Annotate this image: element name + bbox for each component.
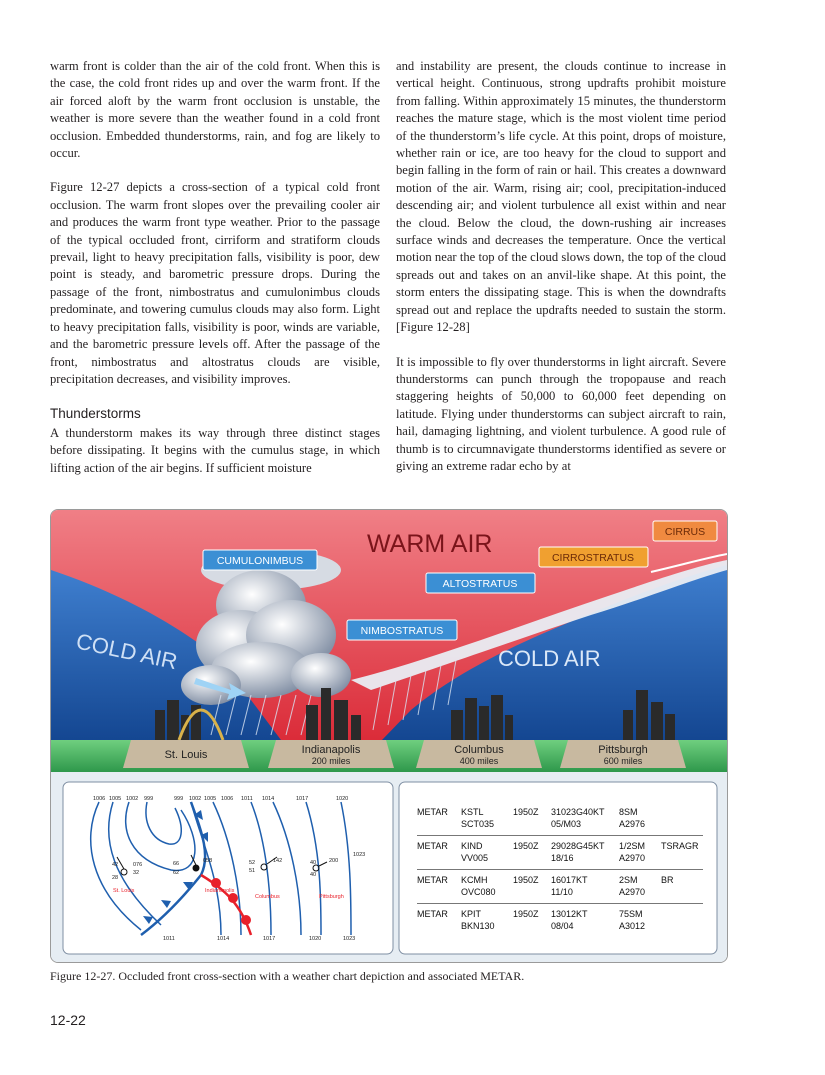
metar-time: 1950Z bbox=[513, 909, 539, 919]
station-value: 076 bbox=[133, 862, 143, 868]
city-name: Pittsburgh bbox=[598, 744, 648, 756]
metar-wind: 16017KT bbox=[551, 875, 588, 885]
paragraph: Figure 12-27 depicts a cross-section of a typical cold front occlusion. The warm front slopes over the prevailing cooler air and produces the warm front type weather. Prior to the passage of the typical occluded front, cirriform and stratiform clouds prevail, light to heavy precipitation falls, visibility is poor, dew point is steady, and barometric pressure drops. During the passage of the front, nimbostratus and cumulonimbus clouds predominate, and towering cumulus clouds may also form. Light to heavy precipitation falls, visibility is poor, winds are variable, and the barometric pressure levels off. After the passage of the front, nimbostratus and altostratus clouds are visible, precipitation decreases, and visibility improves. bbox=[50, 180, 380, 386]
city-name: Indianapolis bbox=[301, 744, 361, 756]
figure-caption: Figure 12-27. Occluded front cross-section with a weather chart depiction and associated METAR. bbox=[50, 969, 525, 983]
station-value: 28 bbox=[112, 875, 119, 881]
metar-alt: A3012 bbox=[619, 921, 646, 931]
metar-separator bbox=[417, 835, 703, 836]
metar-cloud: BKN130 bbox=[461, 921, 495, 931]
isobar-right-label: 1023 bbox=[353, 852, 366, 858]
isobar-label: 1014 bbox=[262, 796, 275, 802]
cirrostratus-tag-text: CIRROSTRATUS bbox=[551, 552, 635, 564]
isobar-label: 1020 bbox=[336, 796, 349, 802]
metar-type: METAR bbox=[417, 807, 448, 817]
metar-station: KCMH bbox=[461, 875, 488, 885]
chart-city-label: Pittsburgh bbox=[319, 894, 344, 900]
metar-temp: 11/10 bbox=[551, 887, 573, 897]
isobar-label: 1002 bbox=[189, 796, 202, 802]
cirrostratus-tag bbox=[539, 547, 648, 567]
altostratus-tag bbox=[426, 573, 535, 593]
metar-wx: TSRAGR bbox=[661, 841, 699, 851]
metar-vis: 75SM bbox=[619, 909, 643, 919]
city-plaque-columbus bbox=[416, 740, 542, 768]
station-value: 52 bbox=[249, 860, 256, 866]
isobar-label: 1011 bbox=[241, 796, 253, 802]
metar-temp: 18/16 bbox=[551, 853, 574, 863]
metar-time: 1950Z bbox=[513, 841, 539, 851]
isobar-label: 1005 bbox=[109, 796, 122, 802]
metar-row bbox=[417, 840, 707, 870]
isobar-label: 999 bbox=[144, 796, 154, 802]
city-plaque-st-louis bbox=[123, 740, 249, 768]
weather-chart bbox=[63, 782, 393, 954]
metar-type: METAR bbox=[417, 909, 448, 919]
metar-table bbox=[403, 788, 717, 956]
station-value: 40 bbox=[310, 860, 317, 866]
city-distance: 200 miles bbox=[311, 756, 351, 766]
paragraph: It is impossible to fly over thunderstorms in light aircraft. Severe thunderstorms can punch through the tropopause and reach staggering heights of 50,000 to 60,000 feet depending on latitude. Flying under thunderstorms can subject aircraft to rain, hail, damaging lightning, and violent turbulence. A good rule of thumb is to circumnavigate thunderstorms identified as severe or giving an extreme radar echo by at bbox=[396, 354, 726, 473]
city-distance: 400 miles bbox=[459, 756, 499, 766]
station-value: 40 bbox=[310, 872, 317, 878]
metar-time: 1950Z bbox=[513, 807, 539, 817]
metar-alt: A2976 bbox=[619, 819, 646, 829]
metar-type: METAR bbox=[417, 841, 448, 851]
nimbostratus-tag-text: NIMBOSTRATUS bbox=[360, 625, 444, 637]
station-value: 66 bbox=[173, 861, 180, 867]
isobar-label: 1006 bbox=[93, 796, 106, 802]
metar-separator bbox=[417, 869, 703, 870]
cumulonimbus-tag-text: CUMULONIMBUS bbox=[216, 555, 304, 567]
metar-wind: 31023G40KT bbox=[551, 807, 605, 817]
right-text-column bbox=[396, 58, 726, 492]
metar-cloud: SCT035 bbox=[461, 819, 495, 829]
metar-wind: 29028G45KT bbox=[551, 841, 605, 851]
station-value: 142 bbox=[273, 858, 283, 864]
city-plaque-indianapolis bbox=[268, 740, 394, 768]
isobar-label: 999 bbox=[174, 796, 184, 802]
metar-separator bbox=[417, 903, 703, 904]
station-value: 32 bbox=[133, 870, 140, 876]
paragraph: A thunderstorm makes its way through three distinct stages before dissipating. It begins with the cumulus stage, in which lifting action of the air begins. If sufficient moisture bbox=[50, 425, 380, 475]
city-name: Columbus bbox=[454, 744, 504, 756]
metar-time: 1950Z bbox=[513, 875, 539, 885]
station-value: 42 bbox=[112, 862, 119, 868]
metar-row bbox=[417, 874, 707, 904]
isobar-label: 1017 bbox=[296, 796, 309, 802]
cirrus-tag bbox=[653, 521, 717, 541]
station-value: 51 bbox=[249, 868, 256, 874]
isobar-label: 1006 bbox=[221, 796, 234, 802]
chart-city-label: Columbus bbox=[255, 894, 280, 900]
chart-city-label: St. Louis bbox=[113, 888, 135, 894]
paragraph: warm front is colder than the air of the cold front. When this is the case, the cold front rides up and over the warm front. If the air forced aloft by the warm front occlusion is unstable, the weather is more severe than the weather found in a cold front occlusion. Embedded thunderstorms, rain, and fog are likely to occur. bbox=[50, 59, 380, 161]
cold-air-right-label: COLD AIR bbox=[498, 646, 601, 671]
metar-cloud: VV005 bbox=[461, 853, 489, 863]
metar-alt: A2970 bbox=[619, 853, 646, 863]
section-heading: Thunderstorms bbox=[50, 406, 141, 422]
isobar-label: 1023 bbox=[343, 936, 356, 942]
city-distance: 600 miles bbox=[603, 756, 643, 766]
isobar-label: 1002 bbox=[126, 796, 139, 802]
occluded-front-figure bbox=[50, 509, 728, 963]
isobar-label: 1005 bbox=[204, 796, 217, 802]
isobar-label: 1020 bbox=[309, 936, 322, 942]
metar-vis: 2SM bbox=[619, 875, 638, 885]
left-text-column bbox=[50, 58, 380, 494]
city-name: St. Louis bbox=[164, 749, 208, 761]
cold-air-left-label: COLD AIR bbox=[73, 628, 180, 675]
nimbostratus-tag bbox=[347, 620, 457, 640]
station-value: 058 bbox=[203, 858, 213, 864]
paragraph: and instability are present, the clouds continue to increase in vertical height. Continuous, strong updrafts prohibit moisture from falling. Within approximately 15 minutes, the thunderstorm reaches the mature stage, which is the most violent time period of the thunderstorm’s life cycle. At this point, drops of moisture, whether rain or ice, are too heavy for the cloud to support and begin falling in the form of rain or hail. This creates a downward motion of the air. Warm, rising air; cool, precipitation-induced descending air; and violent turbulence all exist within and near the cloud. Below the cloud, the down-rushing air increases surface winds and decreases the temperature. Once the vertical motion near the top of the cloud slows down, the top of the cloud spreads out and takes on an anvil-like shape. At this point, the storm enters the dissipating stage. This is when the downdrafts spread out and replace the updrafts needed to sustain the storm. [Figure 12-28] bbox=[396, 59, 726, 335]
city-plaque-pittsburgh bbox=[560, 740, 686, 768]
station-value: 62 bbox=[173, 870, 180, 876]
metar-station: KSTL bbox=[461, 807, 484, 817]
chart-city-label: Indianapolis bbox=[205, 888, 235, 894]
cumulonimbus-tag bbox=[203, 550, 317, 570]
isobar-label: 1011 bbox=[163, 936, 175, 942]
altostratus-tag-text: ALTOSTRATUS bbox=[442, 578, 518, 590]
metar-temp: 05/M03 bbox=[551, 819, 582, 829]
metar-station: KPIT bbox=[461, 909, 482, 919]
metar-temp: 08/04 bbox=[551, 921, 574, 931]
cirrus-tag-text: CIRRUS bbox=[664, 526, 706, 538]
metar-wx: BR bbox=[661, 875, 674, 885]
metar-vis: 8SM bbox=[619, 807, 638, 817]
isobar-label: 1014 bbox=[217, 936, 230, 942]
metar-wind: 13012KT bbox=[551, 909, 588, 919]
metar-cloud: OVC080 bbox=[461, 887, 496, 897]
station-value: 200 bbox=[329, 858, 339, 864]
metar-station: KIND bbox=[461, 841, 483, 851]
warm-air-label: WARM AIR bbox=[367, 530, 493, 558]
isobar-label: 1017 bbox=[263, 936, 276, 942]
page-number: 12-22 bbox=[50, 1012, 86, 1028]
metar-row bbox=[417, 908, 707, 938]
metar-alt: A2970 bbox=[619, 887, 646, 897]
metar-vis: 1/2SM bbox=[619, 841, 646, 851]
metar-type: METAR bbox=[417, 875, 448, 885]
metar-row bbox=[417, 806, 707, 836]
